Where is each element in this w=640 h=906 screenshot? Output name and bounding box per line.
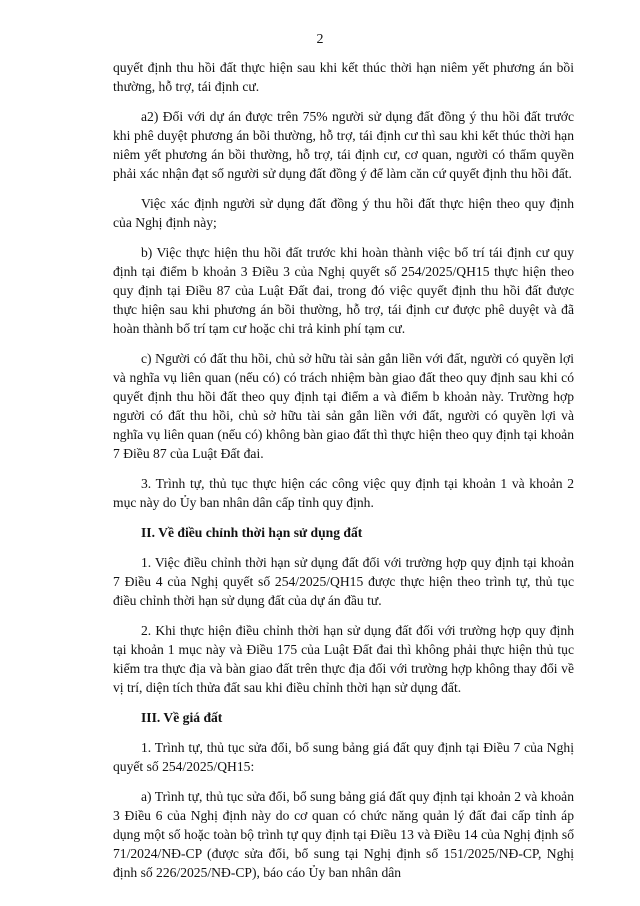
paragraph: 3. Trình tự, thủ tục thực hiện các công việc quy định tại khoản 1 và khoản 2 mục này do Ủy ban nhân dân cấp tỉnh quy định.: [113, 476, 574, 510]
section-heading: III. Về giá đất: [141, 710, 223, 725]
paragraph: 1. Việc điều chỉnh thời hạn sử dụng đất đối với trường hợp quy định tại khoản 7 Điều 4 của Nghị quyết số 254/2025/QH15 được thực hiện theo trình tự, thủ tục điều chỉnh thời hạn sử dụng đất của dự án đầu tư.: [113, 555, 574, 608]
document-body: [113, 58, 574, 893]
paragraph: b) Việc thực hiện thu hồi đất trước khi hoàn thành việc bố trí tái định cư quy định tại điểm b khoản 3 Điều 3 của Nghị quyết số 254/2025/QH15 thực hiện theo quy định tại Điều 87 của Luật Đất đai, trong đó việc quyết định thu hồi đất được thực hiện sau khi phương án bồi thường, hỗ trợ, tái định cư được phê duyệt và đã hoàn thành bố trí tạm cư hoặc chi trả kinh phí tạm cư.: [113, 245, 574, 336]
paragraph: 1. Trình tự, thủ tục sửa đổi, bổ sung bảng giá đất quy định tại Điều 7 của Nghị quyết số 254/2025/QH15:: [113, 740, 574, 774]
paragraph: 2. Khi thực hiện điều chỉnh thời hạn sử dụng đất đối với trường hợp quy định tại khoản 1 mục này và Điều 175 của Luật Đất đai thì không phải thực hiện thủ tục kiểm tra thực địa và bàn giao đất trên thực địa đối với trường hợp không thay đổi về vị trí, diện tích thửa đất sau khi điều chỉnh thời hạn sử dụng đất.: [113, 623, 574, 695]
paragraph: a2) Đối với dự án được trên 75% người sử dụng đất đồng ý thu hồi đất trước khi phê duyệt phương án bồi thường, hỗ trợ, tái định cư thì sau khi kết thúc thời hạn niêm yết phương án bồi thường, hỗ trợ, tái định cư, cơ quan, người có thẩm quyền phải xác nhận đạt số người sử dụng đất đồng ý để làm căn cứ quyết định thu hồi đất.: [113, 109, 574, 181]
page-number: 2: [316, 32, 324, 47]
paragraph: Việc xác định người sử dụng đất đồng ý thu hồi đất thực hiện theo quy định của Nghị định này;: [113, 196, 574, 230]
section-heading: II. Về điều chỉnh thời hạn sử dụng đất: [141, 525, 363, 540]
paragraph: a) Trình tự, thủ tục sửa đổi, bổ sung bảng giá đất quy định tại khoản 2 và khoản 3 Điều 6 của Nghị định này do cơ quan có chức năng quản lý đất đai cấp tỉnh áp dụng một số hoặc toàn bộ trình tự quy định tại Điều 13 và Điều 14 của Nghị định số 71/2024/NĐ-CP (được sửa đổi, bổ sung tại Nghị định số 151/2025/NĐ-CP, Nghị định số 226/2025/NĐ-CP), báo cáo Ủy ban nhân dân: [113, 789, 574, 880]
paragraph: quyết định thu hồi đất thực hiện sau khi kết thúc thời hạn niêm yết phương án bồi thường, hỗ trợ, tái định cư.: [113, 60, 574, 94]
paragraph: c) Người có đất thu hồi, chủ sở hữu tài sản gắn liền với đất, người có quyền lợi và nghĩa vụ liên quan (nếu có) có trách nhiệm bàn giao đất theo quy định sau khi có quyết định thu hồi đất theo quy định tại điểm a và điểm b khoản này. Trường hợp người có đất thu hồi, chủ sở hữu tài sản gắn liền với đất, người có quyền lợi và nghĩa vụ liên quan (nếu có) không bàn giao đất thì thực hiện theo quy định tại khoản 7 Điều 87 của Luật Đất đai.: [113, 351, 574, 461]
